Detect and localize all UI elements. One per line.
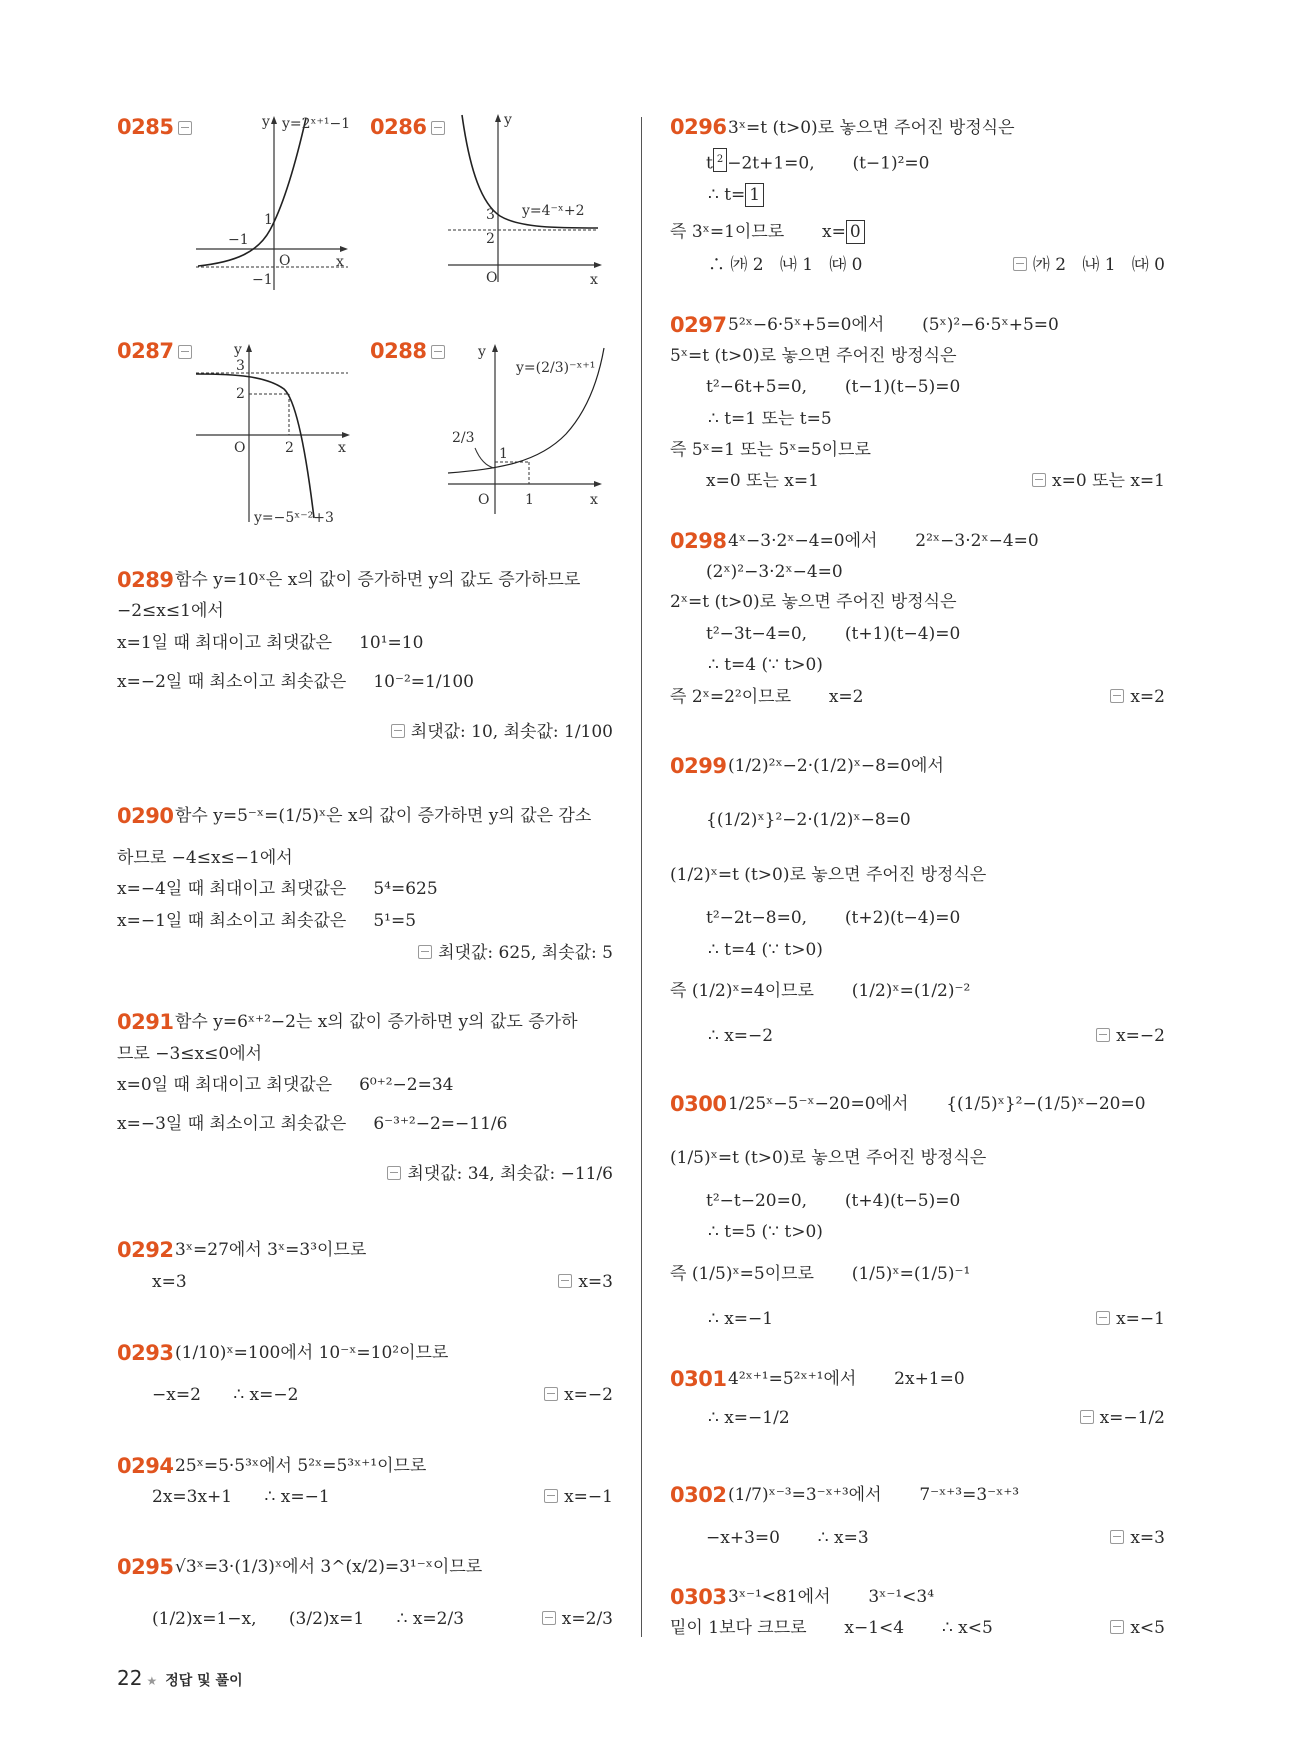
answer-text: x=0 또는 x=1 [1052,471,1165,491]
problem-number: 0301 [670,1367,727,1391]
solution-line: 즉 2ˣ=2²이므로 x=2 [670,687,864,707]
answer-text: x=3 [1130,1528,1165,1548]
solution-line: (2ˣ)²−3·2ˣ−4=0 [706,562,843,582]
problem-number: 0297 [670,313,727,337]
answer [1096,1308,1165,1330]
answer-mark-icon [1080,1410,1094,1424]
solution-line: (1/5)ˣ=t (t>0)로 놓으면 주어진 방정식은 [670,1148,987,1168]
solution-line: −x=2 ∴ x=−2 [152,1385,299,1405]
x-axis-arrow [340,246,348,252]
solution-line: −x+3=0 ∴ x=3 [706,1528,869,1548]
solution-line: 3ˣ⁻¹<81에서 3ˣ⁻¹<3⁴ [728,1587,935,1607]
solution-line: 2x=3x+1 ∴ x=−1 [152,1487,330,1507]
answer-text: x=−1 [564,1487,613,1507]
solution-line: −2≤x≤1에서 [117,601,224,621]
solution-line: 3ˣ=t (t>0)로 놓으면 주어진 방정식은 [728,118,1015,138]
graph-0288 [448,342,613,522]
solution-line: x=0일 때 최대이고 최댓값은 6⁰⁺²−2=34 [117,1075,454,1095]
solution-line: ∴ t=5 (∵ t>0) [708,1222,823,1242]
solution-line: ∴ x=−2 [708,1026,774,1046]
page-footer [117,1666,243,1690]
x-label: x [336,254,344,270]
answer-mark-icon [431,121,445,135]
problem-number: 0293 [117,1341,174,1365]
curve [196,374,314,518]
solution-line: {(1/2)ˣ}²−2·(1/2)ˣ−8=0 [706,810,911,830]
x-label: x [590,492,598,508]
solution-line: 밑이 1보다 크므로 x−1<4 ∴ x<5 [670,1618,993,1638]
tick-label: 1 [499,446,508,462]
solution-line: x=−1일 때 최소이고 최솟값은 5¹=5 [117,911,417,931]
answer [1110,1527,1165,1549]
solution-line: 하므로 −4≤x≤−1에서 [117,848,293,868]
answer-mark-icon [391,724,405,738]
solution-line: (1/10)ˣ=100에서 10⁻ˣ=10²이므로 [175,1343,449,1363]
y-label: y [504,112,512,128]
solution-line: x=0 또는 x=1 [706,471,819,491]
solution-line: ∴ t=1 또는 t=5 [708,409,832,429]
answer [1110,686,1165,708]
solution-line: x=1일 때 최대이고 최댓값은 10¹=10 [117,633,424,653]
solution-line: 4ˣ−3·2ˣ−4=0에서 2²ˣ−3·2ˣ−4=0 [728,531,1039,551]
tick-label: 2 [486,231,495,247]
problem-number: 0294 [117,1454,174,1478]
solution-line: t²−3t−4=0, (t+1)(t−4)=0 [706,624,961,644]
answer-mark-icon [1110,689,1124,703]
pointer-arrow [475,448,494,468]
tick-label: 1 [525,492,534,508]
solution-line: x=3 [152,1272,187,1292]
answer-mark-icon [387,1166,401,1180]
answer-mark-icon [544,1387,558,1401]
answer-text: ㈎ 2 ㈏ 1 ㈐ 0 [1032,255,1165,275]
answer-text: x=−2 [564,1385,613,1405]
answer [1032,470,1165,492]
solution-line: ∴ ㈎ 2 ㈏ 1 ㈐ 0 [708,255,863,275]
solution-line: x=−3일 때 최소이고 최솟값은 6⁻³⁺²−2=−11/6 [117,1114,508,1134]
answer-mark-icon [1013,257,1027,271]
answer [544,1486,613,1508]
origin-label: O [486,270,498,286]
solution-line: 5²ˣ−6·5ˣ+5=0에서 (5ˣ)²−6·5ˣ+5=0 [728,315,1059,335]
solution-line: (1/2)x=1−x, (3/2)x=1 ∴ x=2/3 [152,1609,465,1629]
answer [1110,1617,1165,1639]
tick-label: 1 [264,212,273,228]
problem-number: 0298 [670,529,727,553]
page-number: 22 [117,1666,143,1690]
x-label: x [338,440,346,456]
answer-mark-icon [544,1489,558,1503]
problem-number: 0289 [117,568,174,592]
answer-mark-icon [1032,473,1046,487]
solution-line: 1/25ˣ−5⁻ˣ−20=0에서 {(1/5)ˣ}²−(1/5)ˣ−20=0 [728,1094,1146,1114]
answer [1096,1025,1165,1047]
solution-line: (1/2)ˣ=t (t>0)로 놓으면 주어진 방정식은 [670,865,987,885]
problem-number: 0287 [117,339,174,363]
tick-label: 3 [486,207,495,223]
graph-0286 [448,112,608,287]
problem-number: 0285 [117,115,174,139]
function-label: y=4⁻ˣ+2 [522,203,585,219]
footer-label: 정답 및 풀이 [165,1673,243,1689]
solution-line: ∴ t=4 (∵ t>0) [708,940,823,960]
y-label: y [478,344,486,360]
answer-mark-icon [178,345,192,359]
answer-text: x=−1/2 [1099,1408,1165,1428]
solution-line: 므로 −3≤x≤0에서 [117,1044,263,1064]
function-label: y=−5ˣ⁻²+3 [254,510,334,526]
answer-mark-icon [1096,1311,1110,1325]
answer [542,1608,613,1630]
answer [1080,1407,1165,1429]
answer [418,942,613,964]
answer-text: 최댓값: 10, 최솟값: 1/100 [410,722,613,742]
solution-line: 즉 5ˣ=1 또는 5ˣ=5이므로 [670,440,871,460]
solution-line: 2ˣ=t (t>0)로 놓으면 주어진 방정식은 [670,592,957,612]
tick-label: 2/3 [452,430,475,446]
solution-line: t²−6t+5=0, (t−1)(t−5)=0 [706,377,961,397]
blank-box: 2 [713,148,727,172]
solution-line: (1/2)²ˣ−2·(1/2)ˣ−8=0에서 [728,756,944,776]
solution-line: √3ˣ=3·(1/3)ˣ에서 3^(x/2)=3¹⁻ˣ이므로 [175,1557,483,1577]
solution-line: 함수 y=10ˣ은 x의 값이 증가하면 y의 값도 증가하므로 [175,570,581,590]
solution-line: 3ˣ=27에서 3ˣ=3³이므로 [175,1240,367,1260]
answer-mark-icon [418,945,432,959]
tick-label: −1 [228,232,249,248]
graph-0287 [196,342,361,527]
problem-number: 0302 [670,1483,727,1507]
solution-line: x=−4일 때 최대이고 최댓값은 5⁴=625 [117,879,438,899]
answer [387,1163,613,1185]
answer-text: x=2 [1130,687,1165,707]
answer-mark-icon [431,345,445,359]
blank-box: 0 [846,220,865,244]
problem-number: 0291 [117,1010,174,1034]
solution-line: 함수 y=6ˣ⁺²−2는 x의 값이 증가하면 y의 값도 증가하 [175,1012,578,1032]
problem-number: 0300 [670,1092,727,1116]
answer-text: 최댓값: 625, 최솟값: 5 [438,943,613,963]
answer [544,1384,613,1406]
star-icon: ★ [146,1674,158,1688]
graph-0285 [196,112,361,292]
solution-line: ∴ t=4 (∵ t>0) [708,655,823,675]
tick-label: 2 [236,386,245,402]
answer-text: x=3 [578,1272,613,1292]
solution-line: 즉 3ˣ=1이므로 x= 0 [670,220,865,244]
solution-line: ∴ x=−1 [708,1309,774,1329]
tick-label: −1 [252,272,273,288]
answer-mark-icon [558,1274,572,1288]
solution-line: x=−2일 때 최소이고 최솟값은 10⁻²=1/100 [117,672,474,692]
answer [391,721,613,743]
solution-line: t²−t−20=0, (t+4)(t−5)=0 [706,1191,961,1211]
function-label: y=2ˣ⁺¹−1 [282,116,351,132]
answer-mark-icon [1110,1620,1124,1634]
x-label: x [590,272,598,288]
origin-label: O [234,440,246,456]
y-label: y [262,114,270,130]
answer-text: x<5 [1130,1618,1165,1638]
answer-mark-icon [542,1611,556,1625]
y-label: y [234,342,242,358]
solution-line: ∴ x=−1/2 [708,1408,790,1428]
column-divider [641,117,642,1637]
solution-line: 4²ˣ⁺¹=5²ˣ⁺¹에서 2x+1=0 [728,1369,965,1389]
curve [198,118,306,266]
problem-number: 0290 [117,804,174,828]
problem-number: 0303 [670,1585,727,1609]
origin-label: O [279,253,291,269]
answer-mark-icon [1110,1530,1124,1544]
answer-text: 최댓값: 34, 최솟값: −11/6 [407,1164,613,1184]
blank-box: 1 [745,183,764,207]
solution-line: 25ˣ=5·5³ˣ에서 5²ˣ=5³ˣ⁺¹이므로 [175,1456,427,1476]
problem-number: 0295 [117,1555,174,1579]
answer-text: x=−1 [1116,1309,1165,1329]
answer-mark-icon [178,121,192,135]
tick-label: 3 [236,358,245,374]
solution-line: t²−2t−8=0, (t+2)(t−4)=0 [706,908,961,928]
solution-line: 즉 (1/2)ˣ=4이므로 (1/2)ˣ=(1/2)⁻² [670,981,971,1001]
y-axis-arrow [271,116,277,124]
solution-line: (1/7)ˣ⁻³=3⁻ˣ⁺³에서 7⁻ˣ⁺³=3⁻ˣ⁺³ [728,1485,1020,1505]
problem-number: 0288 [370,339,427,363]
solution-line: 5ˣ=t (t>0)로 놓으면 주어진 방정식은 [670,346,957,366]
answer-mark-icon [1096,1028,1110,1042]
problem-number: 0286 [370,115,427,139]
tick-label: 2 [285,440,294,456]
origin-label: O [478,492,490,508]
answer [1013,254,1165,276]
answer [558,1271,613,1293]
answer-text: x=2/3 [561,1609,613,1629]
solution-line: 즉 (1/5)ˣ=5이므로 (1/5)ˣ=(1/5)⁻¹ [670,1264,971,1284]
solution-line: t $^2$ −2t+1=0, (t−1)²=0 [706,148,930,175]
solution-line: 함수 y=5⁻ˣ=(1/5)ˣ은 x의 값이 증가하면 y의 값은 감소 [175,806,592,826]
problem-number: 0296 [670,115,727,139]
problem-number: 0292 [117,1238,174,1262]
problem-number: 0299 [670,754,727,778]
answer-text: x=−2 [1116,1026,1165,1046]
solution-line: ∴ t= 1 [708,183,764,207]
function-label: y=(2/3)⁻ˣ⁺¹ [516,360,596,376]
